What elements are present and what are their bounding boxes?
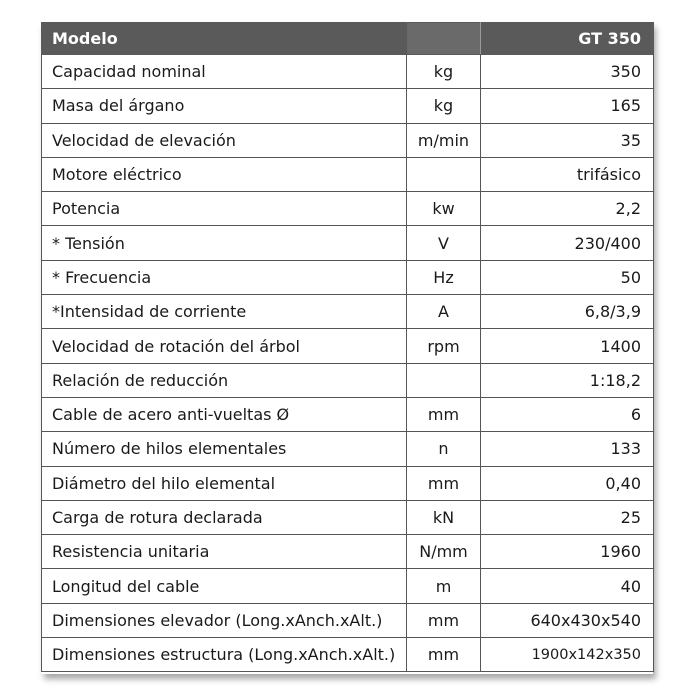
table-header-row [42, 23, 654, 55]
spec-unit [407, 363, 481, 397]
table-row [42, 603, 654, 637]
spec-sheet [41, 22, 653, 674]
spec-unit: rpm [407, 329, 481, 363]
table-row [42, 638, 654, 672]
specifications-table [41, 22, 654, 672]
spec-name: Diámetro del hilo elemental [42, 466, 407, 500]
spec-unit [407, 157, 481, 191]
table-row [42, 226, 654, 260]
spec-name: Dimensiones estructura (Long.xAnch.xAlt.) [42, 638, 407, 672]
spec-name: Carga de rotura declarada [42, 500, 407, 534]
spec-value: 2,2 [481, 192, 654, 226]
spec-name: Número de hilos elementales [42, 432, 407, 466]
spec-value: 6 [481, 397, 654, 431]
spec-unit: mm [407, 397, 481, 431]
spec-name: Motore eléctrico [42, 157, 407, 191]
spec-value: 25 [481, 500, 654, 534]
spec-unit: kg [407, 89, 481, 123]
spec-unit: kw [407, 192, 481, 226]
spec-unit: Hz [407, 260, 481, 294]
table-row [42, 192, 654, 226]
table-row [42, 123, 654, 157]
spec-value: 6,8/3,9 [481, 295, 654, 329]
spec-name: Relación de reducción [42, 363, 407, 397]
table-row [42, 397, 654, 431]
spec-name: Resistencia unitaria [42, 535, 407, 569]
spec-unit: mm [407, 466, 481, 500]
spec-value: 1:18,2 [481, 363, 654, 397]
spec-name: Velocidad de rotación del árbol [42, 329, 407, 363]
table-row [42, 466, 654, 500]
spec-value: trifásico [481, 157, 654, 191]
spec-value: 133 [481, 432, 654, 466]
table-row [42, 535, 654, 569]
spec-unit: n [407, 432, 481, 466]
table-row [42, 89, 654, 123]
spec-unit: m [407, 569, 481, 603]
table-row [42, 55, 654, 89]
table-row [42, 260, 654, 294]
spec-unit: kN [407, 500, 481, 534]
spec-value: 1400 [481, 329, 654, 363]
spec-value: 230/400 [481, 226, 654, 260]
spec-unit: N/mm [407, 535, 481, 569]
table-row [42, 295, 654, 329]
table-row [42, 500, 654, 534]
table-row [42, 569, 654, 603]
spec-unit: mm [407, 603, 481, 637]
spec-name: * Frecuencia [42, 260, 407, 294]
spec-name: Capacidad nominal [42, 55, 407, 89]
table-row [42, 329, 654, 363]
spec-value: 35 [481, 123, 654, 157]
header-model-value: GT 350 [481, 23, 654, 55]
table-row [42, 363, 654, 397]
spec-unit: m/min [407, 123, 481, 157]
spec-name: * Tensión [42, 226, 407, 260]
spec-unit: V [407, 226, 481, 260]
spec-value: 1900x142x350 [481, 638, 654, 672]
header-unit-label [407, 23, 481, 55]
spec-name: Dimensiones elevador (Long.xAnch.xAlt.) [42, 603, 407, 637]
spec-value: 1960 [481, 535, 654, 569]
table-row [42, 432, 654, 466]
spec-value: 640x430x540 [481, 603, 654, 637]
spec-unit: A [407, 295, 481, 329]
spec-name: Potencia [42, 192, 407, 226]
spec-value: 50 [481, 260, 654, 294]
spec-unit: mm [407, 638, 481, 672]
spec-name: Longitud del cable [42, 569, 407, 603]
spec-name: *Intensidad de corriente [42, 295, 407, 329]
spec-name: Cable de acero anti-vueltas Ø [42, 397, 407, 431]
spec-name: Velocidad de elevación [42, 123, 407, 157]
spec-unit: kg [407, 55, 481, 89]
spec-value: 0,40 [481, 466, 654, 500]
header-model-label: Modelo [42, 23, 407, 55]
table-row [42, 157, 654, 191]
spec-name: Masa del árgano [42, 89, 407, 123]
spec-value: 165 [481, 89, 654, 123]
spec-value: 40 [481, 569, 654, 603]
spec-value: 350 [481, 55, 654, 89]
